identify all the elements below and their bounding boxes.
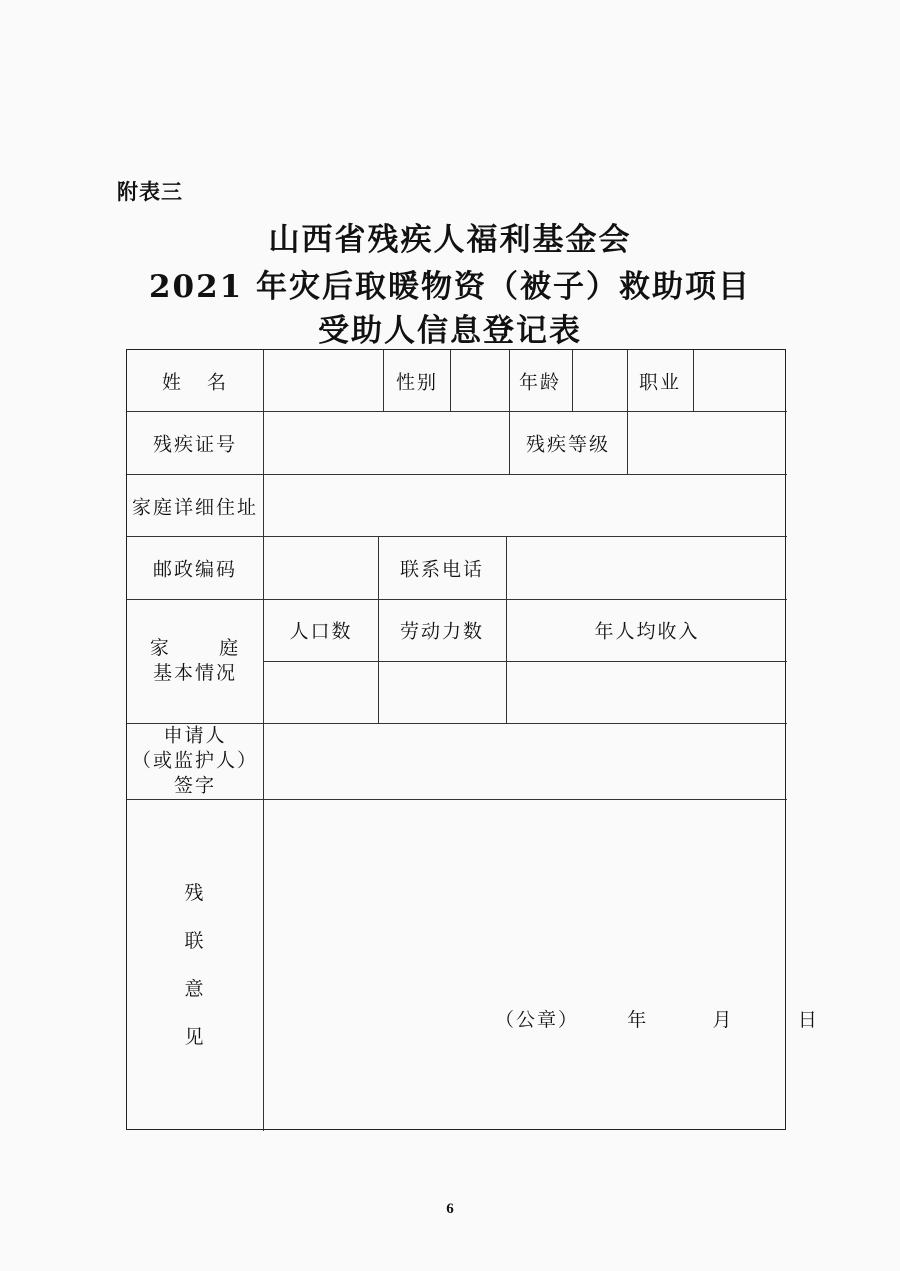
title-line-1: 山西省残疾人福利基金会 bbox=[268, 222, 632, 258]
row-divider bbox=[127, 599, 787, 600]
address-label: 家庭详细住址 bbox=[131, 496, 259, 519]
cell-divider bbox=[378, 536, 379, 723]
cell-divider bbox=[693, 350, 694, 411]
title-line-2: 2021 年灾后取暖物资（被子）救助项目 bbox=[148, 269, 752, 305]
cell-divider bbox=[627, 350, 628, 474]
age-label: 年龄 bbox=[518, 371, 562, 394]
row-divider bbox=[127, 411, 787, 412]
population-label: 人口数 bbox=[289, 620, 353, 643]
row-divider bbox=[127, 474, 787, 475]
label-column-divider bbox=[263, 350, 264, 1131]
row-divider bbox=[127, 799, 787, 800]
annual-income-label: 年人均收入 bbox=[594, 620, 700, 643]
postal-code-label: 邮政编码 bbox=[152, 558, 238, 581]
cell-divider bbox=[383, 350, 384, 411]
labor-force-label: 劳动力数 bbox=[399, 620, 485, 643]
seal-date-line: （公章） 年 月 日 bbox=[495, 1009, 819, 1031]
cell-divider bbox=[450, 350, 451, 411]
cell-divider bbox=[506, 536, 507, 723]
page-number: 6 bbox=[446, 1201, 454, 1217]
cell-divider bbox=[572, 350, 573, 411]
family-situation-label: 家 庭 基本情况 bbox=[149, 637, 241, 684]
applicant-signature-label: 申请人 （或监护人） 签字 bbox=[131, 724, 259, 797]
cell-divider bbox=[509, 350, 510, 474]
disability-id-label: 残疾证号 bbox=[152, 433, 238, 456]
row-divider bbox=[127, 536, 787, 537]
title-line-3: 受助人信息登记表 bbox=[318, 313, 582, 349]
disability-federation-opinion-label: 残 联 意 见 bbox=[184, 882, 206, 1048]
disability-level-label: 残疾等级 bbox=[525, 433, 611, 456]
row-divider bbox=[263, 661, 787, 662]
phone-label: 联系电话 bbox=[399, 558, 485, 581]
gender-label: 性别 bbox=[395, 371, 439, 394]
occupation-label: 职业 bbox=[638, 371, 682, 394]
appendix-label: 附表三 bbox=[117, 180, 183, 204]
name-label: 姓 名 bbox=[161, 371, 229, 394]
registration-form-table bbox=[126, 349, 819, 1130]
